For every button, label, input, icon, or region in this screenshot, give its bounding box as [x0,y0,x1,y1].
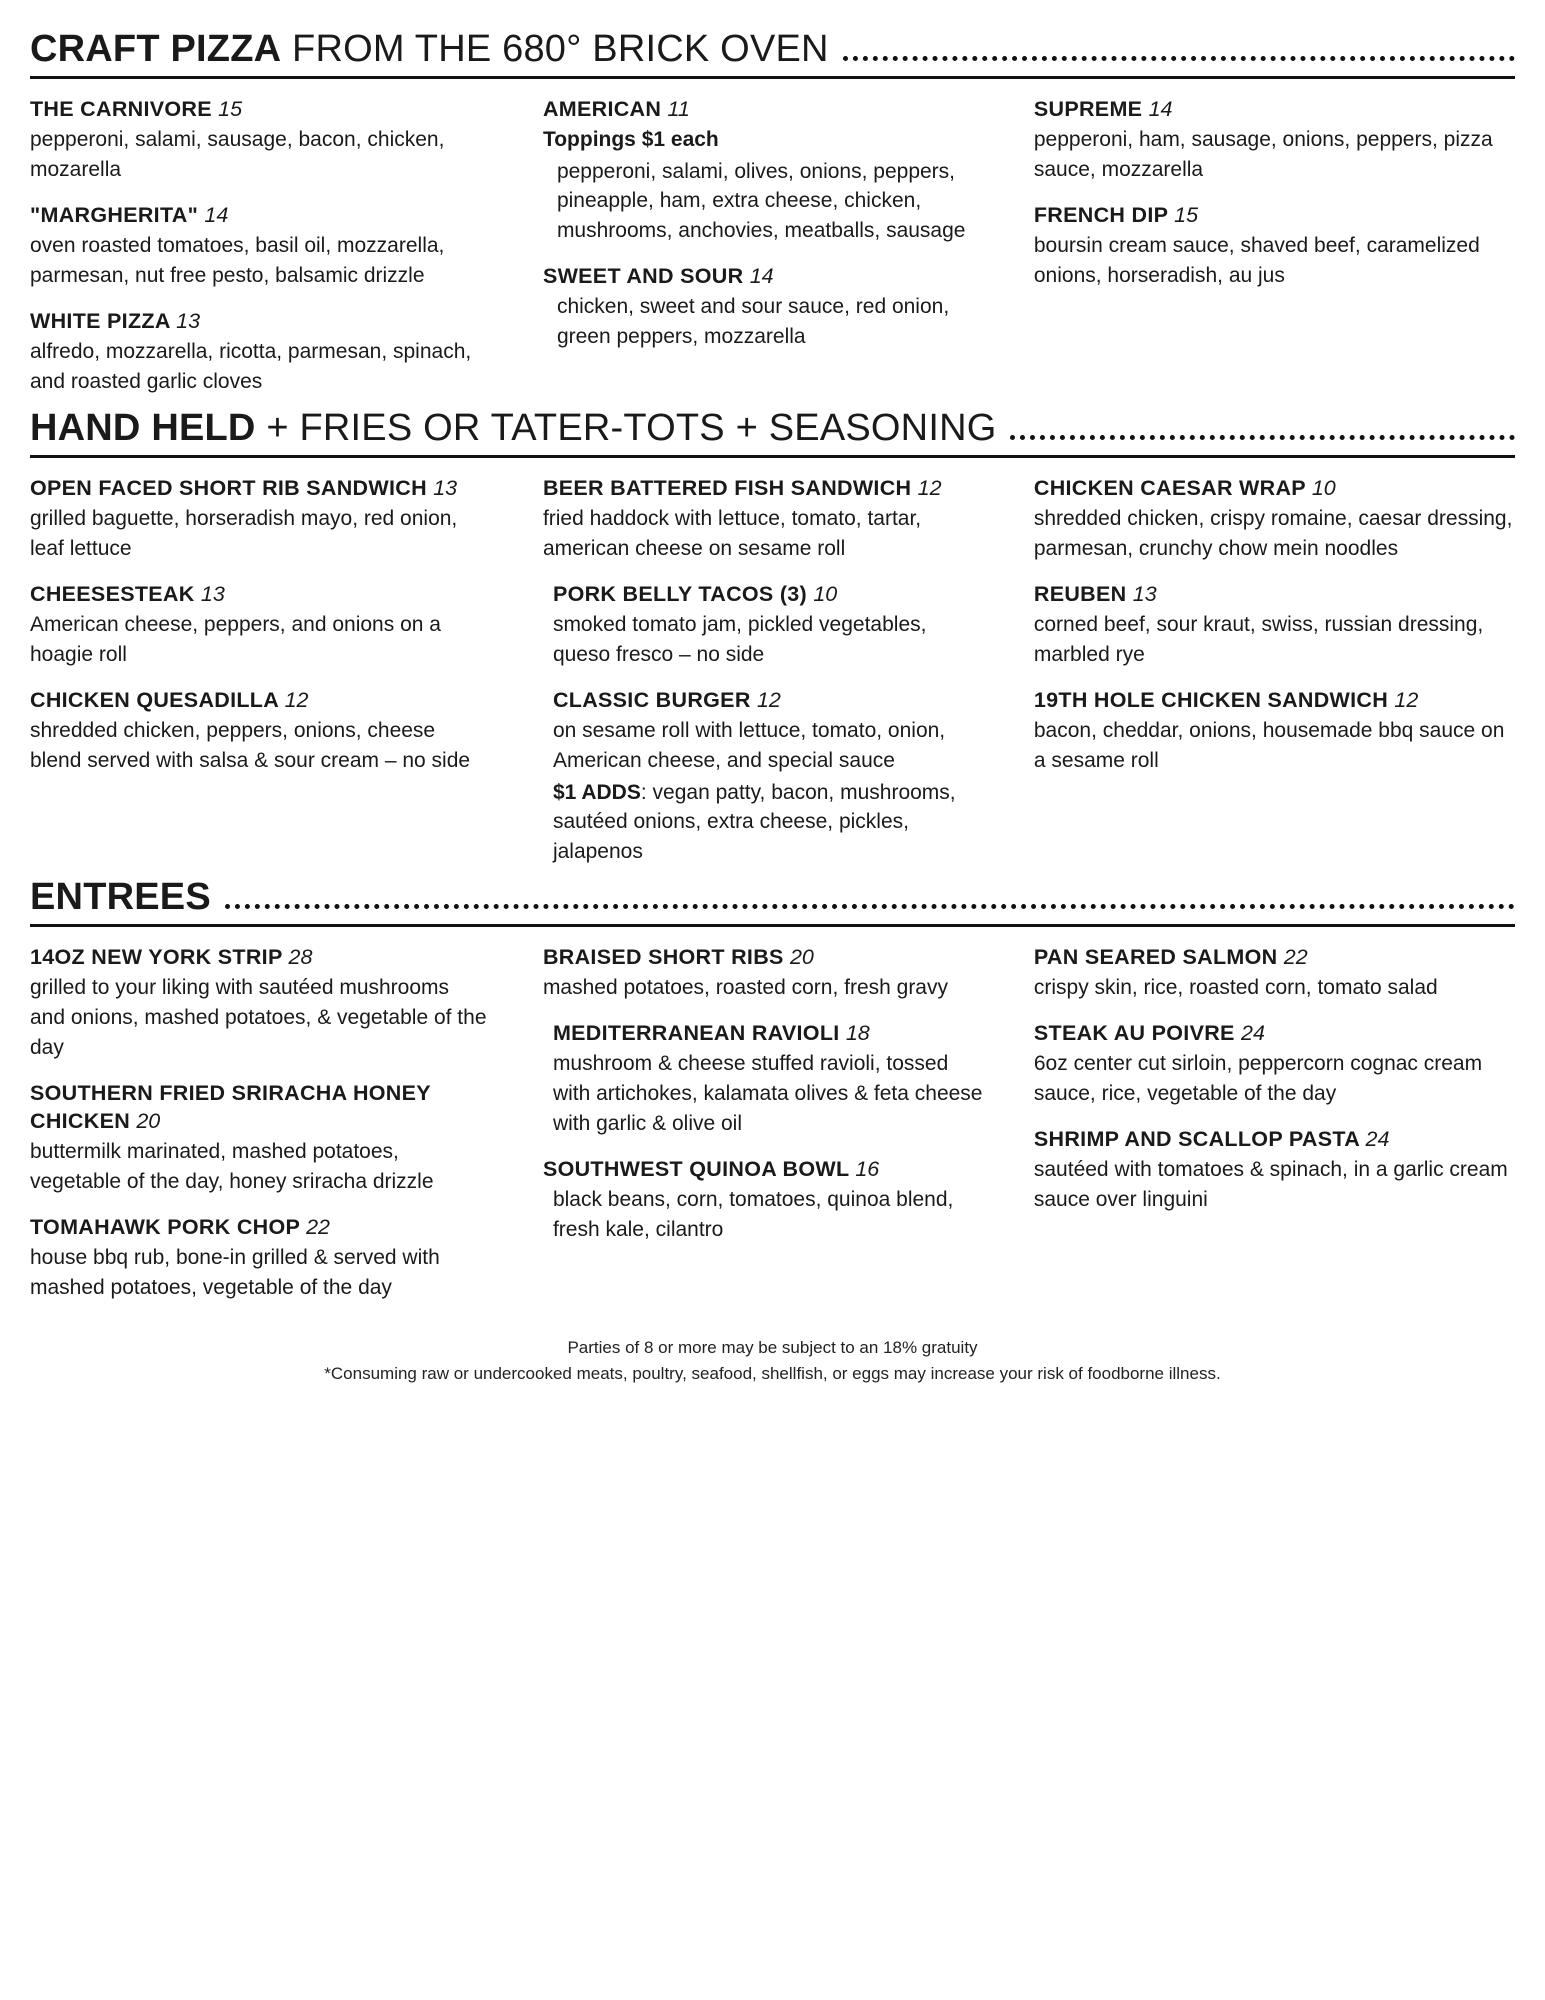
menu-item-name: SOUTHERN FRIED SRIRACHA HONEY CHICKEN [30,1080,431,1134]
menu-item [1034,686,1515,776]
menu-item-name: SUPREME [1033,96,1143,121]
menu-item-name: BEER BATTERED FISH SANDWICH [542,475,912,500]
menu-item-price: 22 [1283,944,1308,969]
menu-item-name: CHEESESTEAK [30,581,195,606]
menu-item-name: AMERICAN [542,96,662,121]
menu-column [1020,474,1515,782]
section-title-craft-pizza [30,30,843,70]
menu-item-name: BRAISED SHORT RIBS [542,944,784,969]
menu-item-price: 12 [917,475,942,500]
menu-item-description: sautéed with tomatoes & spinach, in a garlic cream sauce over linguini [1033,1158,1508,1212]
menu-item-title [543,95,984,123]
menu-item [543,580,984,670]
menu-item-description: mushroom & cheese stuffed ravioli, tossed with artichokes, kalamata olives & feta cheese with garlic & olive oil [552,1052,983,1136]
menu-item-description: 6oz center cut sirloin, peppercorn cognac cream sauce, rice, vegetable of the day [1033,1052,1483,1106]
menu-item-description: buttermilk marinated, mashed potatoes, vegetable of the day, honey sriracha drizzle [30,1140,434,1194]
menu-item-title [543,262,984,290]
menu-item-title [30,201,489,229]
footer-allergen-note: *Consuming raw or undercooked meats, poultry, seafood, shellfish, or eggs may increase your risk of foodborne illness. [324,1363,1221,1383]
menu-item-price: 12 [756,687,781,712]
menu-item-price: 28 [288,944,313,969]
menu-item-title [543,943,984,971]
section-columns-hand-held [30,474,1515,872]
section-title-light: FROM THE 680° BRICK OVEN [281,28,829,70]
menu-item [543,474,984,564]
menu-item-description: crispy skin, rice, roasted corn, tomato salad [1033,976,1438,1000]
menu-item-name: WHITE PIZZA [30,308,170,333]
menu-column [525,474,1020,872]
menu-item-price: 16 [855,1156,880,1181]
menu-footer [30,1335,1515,1386]
menu-item [30,201,489,291]
menu-item-price: 22 [306,1215,330,1240]
menu-item-name: 19TH HOLE CHICKEN SANDWICH [1033,687,1389,712]
menu-item-price: 24 [1240,1021,1265,1046]
menu-item [543,262,984,352]
menu-column [1020,95,1515,297]
menu-item-name: OPEN FACED SHORT RIB SANDWICH [30,475,427,500]
menu-item-title [553,1019,984,1047]
menu-item [30,474,489,564]
menu-item-name: STEAK AU POIVRE [1033,1021,1235,1046]
menu-item [1034,474,1515,564]
footer-gratuity-note: Parties of 8 or more may be subject to an 18% gratuity [567,1338,978,1358]
menu-item-price: 12 [1394,687,1419,712]
menu-column [525,95,1020,358]
menu-item-description: pepperoni, ham, sausage, onions, peppers, pizza sauce, mozzarella [1033,128,1493,182]
menu-item-subnote: Toppings $1 each [542,128,719,152]
menu-item-price: 12 [284,687,309,712]
menu-item [30,686,489,776]
menu-item [1034,943,1515,1003]
menu-item-title [543,474,984,502]
menu-item-price: 13 [200,581,225,606]
menu-item-name: REUBEN [1033,581,1127,606]
section-title-strong: CRAFT PIZZA [30,28,282,70]
section-header-hand-held [30,406,1515,455]
menu-item-price: 20 [136,1109,161,1134]
menu-item-price: 20 [789,944,814,969]
menu-item-title [1034,580,1515,608]
menu-item-price: 14 [749,264,774,289]
section-entrees [30,875,1515,1309]
menu-item-price: 15 [1174,202,1199,227]
menu-item-description: fried haddock with lettuce, tomato, tartar, american cheese on sesame roll [542,507,922,560]
menu-item-title [30,307,489,335]
menu-item-description: mashed potatoes, roasted corn, fresh gravy [542,976,948,1000]
menu-item-description: black beans, corn, tomatoes, quinoa blend, fresh kale, cilantro [552,1188,954,1242]
menu-item-name: CLASSIC BURGER [552,687,751,712]
menu-item [30,580,489,670]
menu-item-price: 10 [1311,475,1336,500]
menu-item-description: bacon, cheddar, onions, housemade bbq sauce on a sesame roll [1033,719,1505,772]
menu-item [30,95,489,185]
section-craft-pizza [30,30,1515,403]
menu-item-description: shredded chicken, crispy romaine, caesar dressing, parmesan, crunchy chow mein noodles [1033,507,1513,560]
menu-item-title [1034,201,1515,229]
menu-item-price: 15 [218,96,243,121]
menu-item-title [553,580,984,608]
menu-item-description: shredded chicken, peppers, onions, cheese blend served with salsa & sour cream – no side [30,719,471,772]
menu-item-description: boursin cream sauce, shaved beef, caramelized onions, horseradish, au jus [1033,234,1480,288]
menu-column [30,95,525,403]
menu-item [30,1079,489,1197]
menu-item [1034,1019,1515,1109]
menu-item-name: SHRIMP AND SCALLOP PASTA [1033,1127,1360,1152]
menu-item-price: 14 [1148,96,1173,121]
menu-item-name: FRENCH DIP [1033,202,1168,227]
menu-item-name: MEDITERRANEAN RAVIOLI [552,1021,840,1046]
menu-item-description: corned beef, sour kraut, swiss, russian dressing, marbled rye [1033,613,1484,666]
section-title-strong: ENTREES [30,875,211,918]
menu-item-title [1034,474,1515,502]
menu-item-name: 14OZ NEW YORK STRIP [30,944,283,969]
menu-item-title [1034,943,1515,971]
menu-item-description: grilled baguette, horseradish mayo, red onion, leaf lettuce [30,507,458,560]
menu-item-description: grilled to your liking with sautéed mushrooms and onions, mashed potatoes, & vegetable of the day [30,976,487,1059]
section-title-light: + FRIES OR TATER-TOTS + SEASONING [255,406,997,449]
menu-item-name: "MARGHERITA" [30,202,199,227]
menu-item [543,95,984,246]
menu-item [543,1155,984,1245]
menu-item-price: 18 [845,1021,870,1046]
menu-item [543,943,984,1003]
menu-item-title [30,580,489,608]
section-underline [30,924,1515,927]
menu-item [30,943,489,1063]
menu-item-title [553,686,984,714]
menu-item-price: 13 [1132,581,1157,606]
section-title-hand-held [30,406,1010,449]
menu-item-name: PAN SEARED SALMON [1033,944,1278,969]
menu-item-name: CHICKEN CAESAR WRAP [1033,475,1306,500]
menu-item-title [30,1213,489,1241]
menu-item-title [30,474,489,502]
menu-item-name: THE CARNIVORE [30,96,212,121]
section-dot-rule [225,904,1515,909]
menu-item [1034,201,1515,291]
menu-item-price: 11 [667,96,690,121]
menu-column [1020,943,1515,1221]
menu-item [30,307,489,397]
menu-item-adds-list: : vegan patty, bacon, mushrooms, sautéed onions, extra cheese, pickles, jalapenos [552,780,956,863]
menu-item-name: SOUTHWEST QUINOA BOWL [542,1156,850,1181]
menu-item-title [1034,95,1515,123]
menu-item [1034,1125,1515,1215]
menu-item-name: TOMAHAWK PORK CHOP [30,1215,300,1240]
menu-item-description: alfredo, mozzarella, ricotta, parmesan, spinach, and roasted garlic cloves [30,340,472,394]
section-dot-rule [1010,435,1515,440]
menu-item-description: smoked tomato jam, pickled vegetables, queso fresco – no side [552,613,927,666]
menu-item [30,1213,489,1303]
section-columns-entrees [30,943,1515,1309]
section-dot-rule [843,56,1515,61]
menu-column [30,474,525,782]
menu-item-price: 10 [813,581,838,606]
menu-item-adds-label: $1 ADDS [552,780,641,804]
menu-item-title [1034,1125,1515,1153]
menu-item-title [30,686,489,714]
menu-item-description: pepperoni, salami, olives, onions, peppers, pineapple, ham, extra cheese, chicken, mushrooms, anchovies, meatballs, sausage [556,159,966,243]
menu-item-title [30,1079,489,1136]
menu-item-title [30,943,489,971]
menu-item-description: American cheese, peppers, and onions on a hoagie roll [30,613,441,666]
menu-item-name: PORK BELLY TACOS (3) [552,581,808,606]
menu-item [543,1019,984,1139]
menu-item-name: SWEET AND SOUR [542,264,744,289]
section-underline [30,455,1515,458]
menu-item-price: 14 [204,202,229,227]
menu-item [1034,580,1515,670]
menu-item-price: 13 [433,475,458,500]
menu-column [525,943,1020,1251]
section-columns-craft-pizza [30,95,1515,403]
menu-item-description: house bbq rub, bone-in grilled & served with mashed potatoes, vegetable of the day [30,1246,440,1300]
menu-item-name: CHICKEN QUESADILLA [30,687,279,712]
menu-item-title [543,1155,984,1183]
menu-item-description: chicken, sweet and sour sauce, red onion, green peppers, mozzarella [556,295,950,349]
menu-item [543,686,984,866]
menu-item-description: on sesame roll with lettuce, tomato, onion, American cheese, and special sauce [552,719,946,772]
menu-item [1034,95,1515,185]
menu-item-title [30,95,489,123]
menu-item-title [1034,1019,1515,1047]
menu-item-description: oven roasted tomatoes, basil oil, mozzarella, parmesan, nut free pesto, balsamic drizzle [30,234,445,288]
menu-item-description: pepperoni, salami, sausage, bacon, chicken, mozarella [30,128,445,182]
section-header-craft-pizza [30,30,1515,76]
section-title-entrees [30,875,225,918]
section-title-strong: HAND HELD [30,406,256,449]
menu-item-price: 13 [176,308,201,333]
section-underline [30,76,1515,79]
menu-item-title [1034,686,1515,714]
section-header-entrees [30,875,1515,924]
section-hand-held [30,406,1515,872]
menu-item-adds [553,778,984,866]
menu-column [30,943,525,1309]
menu-item-price: 24 [1365,1127,1390,1152]
